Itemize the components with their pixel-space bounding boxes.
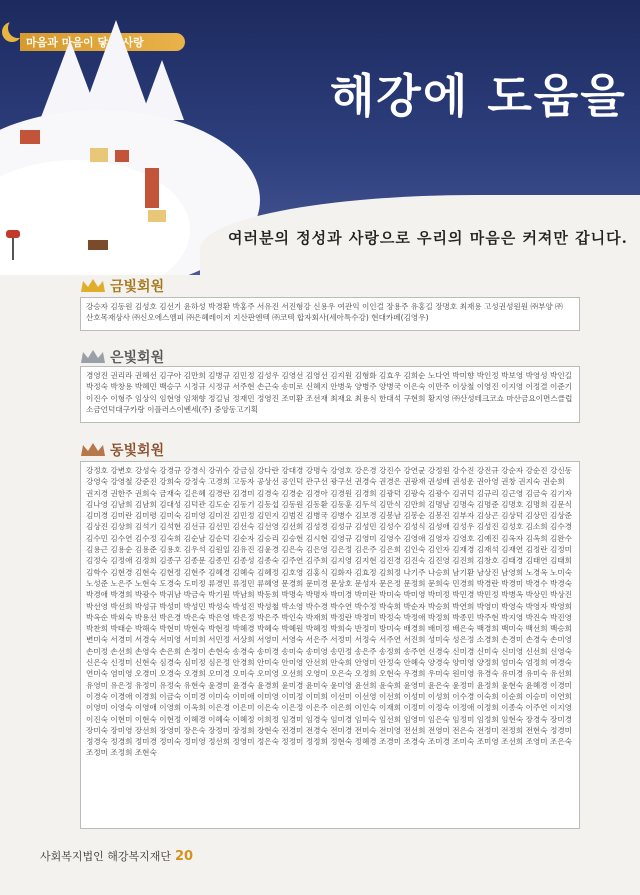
bronze-crown-icon [80,442,106,458]
silver-members-box: 경영진 권리라 권혜선 김구아 김만희 김병규 김민정 김성우 김영선 김영선 김지원 김형화 김효우 김희순 노다연 박미향 박인정 박보영 박영성 박인길 박정숙 박창용 박혜민 백승구 시정규 시정규 서주현 손근숙 송미로 신혜지 안병욱 양병주 양병국 이은숙 이만주 이상철 이영진 이지영 이정결 이준기 이진수 이형주 임상익 임현영 임채향 정길님 정재민 정영진 조미환 조선재 최재요 최용식 한대석 구현희 황지영 ㈜산성테크코쇼 마산금요이면스클럽 소금언덕대구카랑 이플러스이벤세(주) 중앙동고기획 [80,366,580,423]
signpost-icon [6,230,20,238]
gold-crown-icon [80,278,106,294]
section-heading-silver [80,347,164,367]
house-icon [90,148,108,162]
section-heading-bronze [80,440,164,460]
section-title: 은빛회원 [110,350,165,366]
section-title: 동빛회원 [110,443,165,459]
footer-org: 사회복지법인 해강복지재단 [40,850,172,863]
gold-members-box: 강승자 김동원 김성호 김선기 윤하성 박경환 박홍주 서유진 서진형강 신용우 여관익 이인걸 장용주 유홍길 장명호 최재용 고성권성원원 ㈜부양 ㈜산호목재상사 ㈜신오에스엠피 ㈜은혜레이저 지산판엔텍 ㈜코텍 합자회사(세아특수강) 현대카페(김영우) [80,297,580,331]
page-number: 20 [175,849,194,864]
silver-crown-icon [80,349,106,365]
ribbon-text: 마음과 마음이 닿는 사랑 [26,36,144,49]
footer [40,848,193,864]
house-icon [115,150,129,162]
bronze-members-box: 강정호 강변호 강성숙 강경규 강경식 강귀수 강금심 강다란 강대경 강명숙 강영호 강은경 강진수 강연균 강정원 강수진 강진규 강순자 강순진 강신동 강영숙 강영철 강준진 강희숙 강정숙 고경희 고동자 공상선 공인덕 관구선 광구선 권경숙 권경은 권광재 권성배 권성운 권아영 권창 권지숙 권순희 권지경 권한주 권희숙 금재숙 길은혜 김경란 김경미 김경숙 김경순 김경아 김경원 김경희 김광덕 김광숙 김광수 김귀덕 김규리 김근영 김금숙 김기자 김나영 김남희 김남희 김대성 김덕관 김도순 김동기 김동섭 김동원 김동환 김동훈 김두석 김만식 김만희 김명남 김명숙 김명준 김명호 김명희 김문식 김미경 김미란 김미령 김미숙 김미영 김미진 김민정 김민지 김범진 김병국 김병수 김보경 김봉남 김봉순 김봉진 김부자 김상곤 김상덕 김상민 김상준 김상진 김상희 김석기 김석현 김선규 김선민 김선숙 김선영 김선희 김성경 김성규 김성민 김성수 김성식 김성애 김성우 김성진 김성호 김소희 김수경 김수민 김수연 김수정 김숙희 김순남 김순덕 김순자 김승리 김승현 김시현 김영규 김영미 김영수 김영애 김영자 김영호 김예진 김옥자 김옥희 김완수 김용근 김용순 김용준 김용호 김우석 김원일 김유진 김윤경 김은숙 김은영 김은정 김은주 김은희 김인숙 김인자 김재경 김재석 김재연 김정란 김정미 김정숙 김정애 김정희 김종구 김종문 김종민 김종성 김종숙 김주연 김주희 김지영 김지현 김진경 김진숙 김진영 김진희 김창호 김태경 김태연 김태희 김학수 김현경 김현숙 김현정 김현주 김혜경 김혜숙 김혜정 김호영 김홍식 김화자 김효정 김희정 나기주 나승희 남기환 남상진 남영희 노경옥 노미숙 노성준 노은주 노현숙 도경숙 도미정 류경민 류정민 류혜영 문경희 문미경 문상호 문성자 문은정 문정희 문희숙 민경희 박경란 박경미 박경수 박경숙 박경애 박경희 박광수 박귀남 박금숙 박기원 박남희 박동희 박명숙 박명자 박미경 박미란 박미숙 박미영 박미정 박민경 박민정 박병옥 박상민 박상진 박선영 박선희 박성규 박성미 박성민 박성숙 박성진 박성철 박소영 박수경 박수연 박수정 박숙희 박순자 박승희 박연희 박영미 박영숙 박영자 박영희 박옥순 박외숙 박용선 박은경 박은숙 박은영 박은정 박은주 박인숙 박재희 박정란 박정미 박정숙 박정애 박정희 박종민 박주현 박지영 박진숙 박진영 박찬희 박태순 박해숙 박현미 박현숙 박현정 박혜경 박혜숙 박혜원 박혜정 박희숙 반정미 방미숙 배경희 배미정 배은숙 백경희 백미숙 백선희 백승희 변미숙 서경미 서경숙 서미영 서미희 서민정 서상희 서영미 서영숙 서은주 서정미 서정숙 서주연 서진희 성미숙 성은정 소경희 손경미 손경숙 손미영 손미정 손선희 손영숙 손은희 손정미 손현숙 송경숙 송미경 송미숙 송미영 송민정 송은주 송정희 송주연 신경숙 신미경 신미숙 신미영 신선희 신영숙 신은숙 신정미 신현숙 심경숙 심미정 심은정 안경희 안미숙 안미영 안선희 안숙희 안영미 안정숙 안혜숙 양경숙 양미영 양정희 엄미숙 엄정희 여경숙 연미숙 염미영 오경미 오경숙 오경희 오미경 오미숙 오미영 오선희 오영미 오은숙 오정희 오현숙 우경희 우미숙 원미영 유경숙 유미경 유미숙 유선희 유영미 유은정 유정미 유정숙 유현숙 윤경미 윤경숙 윤경희 윤미경 윤미숙 윤미영 윤선희 윤숙희 윤영미 윤은숙 윤정미 윤정희 윤현숙 윤혜경 이경미 이경숙 이경애 이경희 이금숙 이미경 이미숙 이미애 이미영 이미정 이미희 이선미 이선영 이선희 이성미 이성희 이수경 이숙희 이순희 이승미 이연희 이영미 이영숙 이영애 이영희 이옥희 이은경 이은미 이은숙 이은정 이은주 이은희 이인숙 이재희 이정미 이정숙 이정애 이정희 이종숙 이주연 이지영 이진숙 이현미 이현숙 이현정 이혜경 이혜숙 이혜정 이희정 임경미 임경숙 임미경 임미숙 임선희 임영미 임은숙 임정미 임정희 임현숙 장경숙 장미경 장미숙 장미영 장선희 장영미 장은숙 장정미 장정희 장현숙 전경미 전경숙 전미경 전미숙 전미영 전선희 전영미 전은숙 전정미 전정희 전현숙 정경미 정경숙 정경희 정미경 정미숙 정미영 정선희 정영미 정은숙 정정미 정정희 정현숙 정혜경 조경미 조경숙 조미경 조미숙 조미영 조선희 조영미 조은숙 조정미 조정희 조현숙 [80,461,580,829]
page-title: 해강에 도움을 [330,69,627,123]
section-heading-gold [80,276,164,296]
house-icon [148,210,166,222]
church-icon [145,168,159,208]
signpost-pole [12,238,14,260]
snow-tree-icon [140,60,184,120]
house-icon [20,130,40,144]
section-title: 금빛회원 [110,279,165,295]
subtitle: 여러분의 정성과 사랑으로 우리의 마음은 커져만 갑니다. [228,229,628,247]
house-icon [88,240,108,250]
